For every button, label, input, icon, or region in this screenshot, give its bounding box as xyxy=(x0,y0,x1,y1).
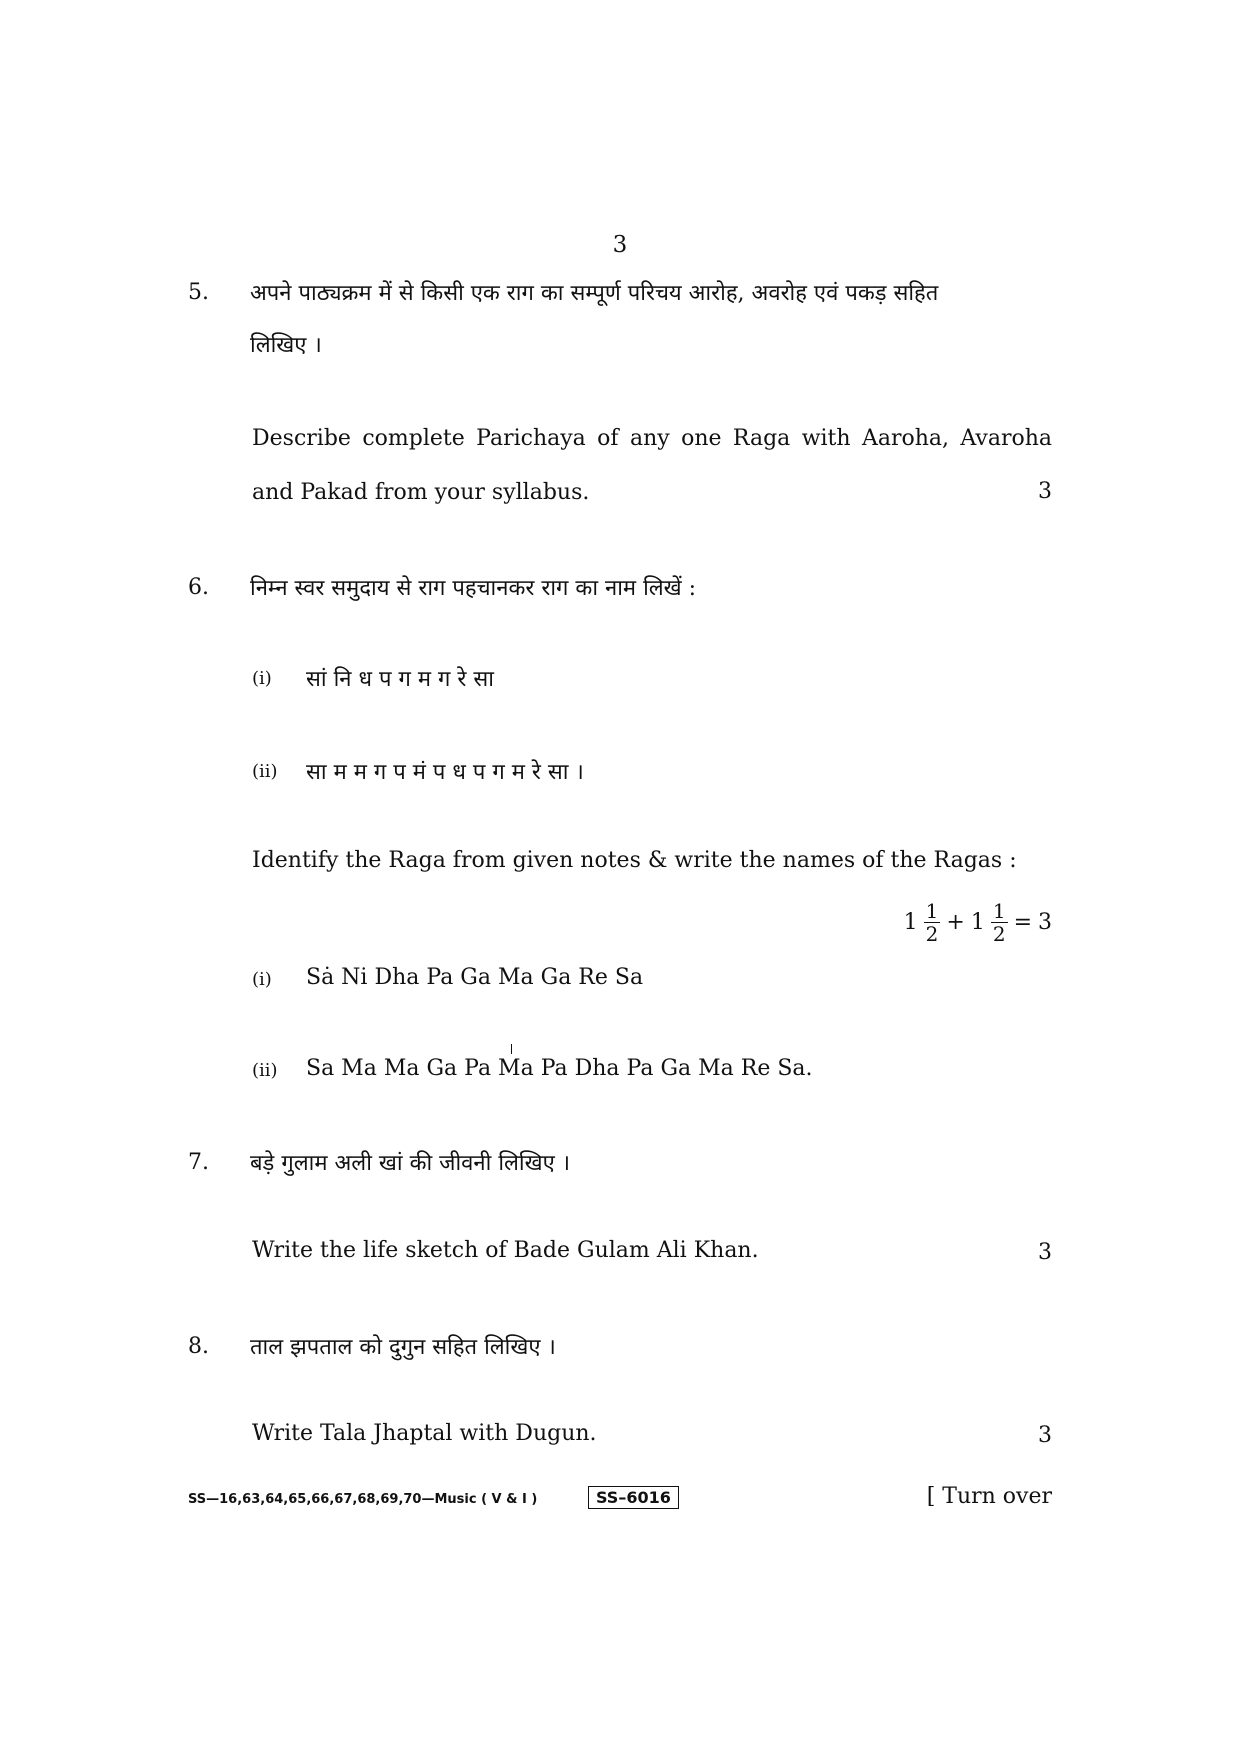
question-6-hindi-item1: सां नि ध प ग म ग रे सा xyxy=(306,667,494,692)
question-6-hindi-item1-label: (i) xyxy=(252,668,272,689)
question-7-number: 7. xyxy=(188,1150,209,1175)
question-5-hindi-line2: लिखिए । xyxy=(250,333,322,358)
question-5-marks: 3 xyxy=(1038,479,1052,504)
footer-subject-codes: SS—16,63,64,65,66,67,68,69,70—Music ( V & I ) xyxy=(188,1492,538,1507)
question-6-english-item2-label: (ii) xyxy=(252,1060,278,1081)
question-5-english: Describe complete Parichaya of any one Raga with Aaroha, Avaroha and Pakad from your syllabus. xyxy=(252,426,1052,505)
question-6-english-item1-label: (i) xyxy=(252,969,272,990)
question-6-marks xyxy=(904,900,1052,945)
question-8-number: 8. xyxy=(188,1334,209,1359)
question-6-hindi-item2: सा म म ग प मं प ध प ग म रे सा । xyxy=(306,760,584,785)
question-5-hindi-line1: अपने पाठ्यक्रम में से किसी एक राग का सम्पूर्ण परिचय आरोह, अवरोह एवं पकड़ सहित xyxy=(250,281,939,306)
footer-turn-over: [ Turn over xyxy=(926,1484,1052,1509)
marks-plus: + xyxy=(946,910,965,935)
tivra-ma-mark xyxy=(511,1044,512,1054)
fraction-1-numerator: 1 xyxy=(925,899,939,923)
question-8-marks: 3 xyxy=(1038,1423,1052,1448)
marks-whole-1: 1 xyxy=(903,910,918,935)
question-6-number: 6. xyxy=(188,575,209,600)
question-8-english: Write Tala Jhaptal with Dugun. xyxy=(252,1421,597,1446)
marks-total: 3 xyxy=(1038,910,1052,935)
marks-fraction-2 xyxy=(991,900,1008,945)
question-6-english-item2: Sa Ma Ma Ga Pa Ma Pa Dha Pa Ga Ma Re Sa. xyxy=(306,1056,813,1081)
marks-equals: = xyxy=(1013,910,1032,935)
footer-paper-code: SS–6016 xyxy=(588,1486,679,1509)
fraction-2-numerator: 1 xyxy=(992,899,1006,923)
question-8-hindi: ताल झपताल को दुगुन सहित लिखिए । xyxy=(250,1335,556,1360)
question-6-hindi: निम्न स्वर समुदाय से राग पहचानकर राग का नाम लिखें : xyxy=(250,576,697,601)
question-5-number: 5. xyxy=(188,280,209,305)
question-7-hindi: बड़े गुलाम अली खां की जीवनी लिखिए । xyxy=(250,1151,571,1176)
question-7-english: Write the life sketch of Bade Gulam Ali Khan. xyxy=(252,1238,759,1263)
marks-fraction-1 xyxy=(924,900,941,945)
question-6-english: Identify the Raga from given notes & write the names of the Ragas : xyxy=(252,848,1017,873)
marks-whole-2: 1 xyxy=(970,910,985,935)
fraction-2-denominator: 2 xyxy=(992,922,1006,946)
question-6-hindi-item2-label: (ii) xyxy=(252,761,278,782)
page-number: 3 xyxy=(612,232,628,258)
question-7-marks: 3 xyxy=(1038,1240,1052,1265)
fraction-1-denominator: 2 xyxy=(925,922,939,946)
question-6-english-item1: Sȧ Ni Dha Pa Ga Ma Ga Re Sa xyxy=(306,965,644,990)
